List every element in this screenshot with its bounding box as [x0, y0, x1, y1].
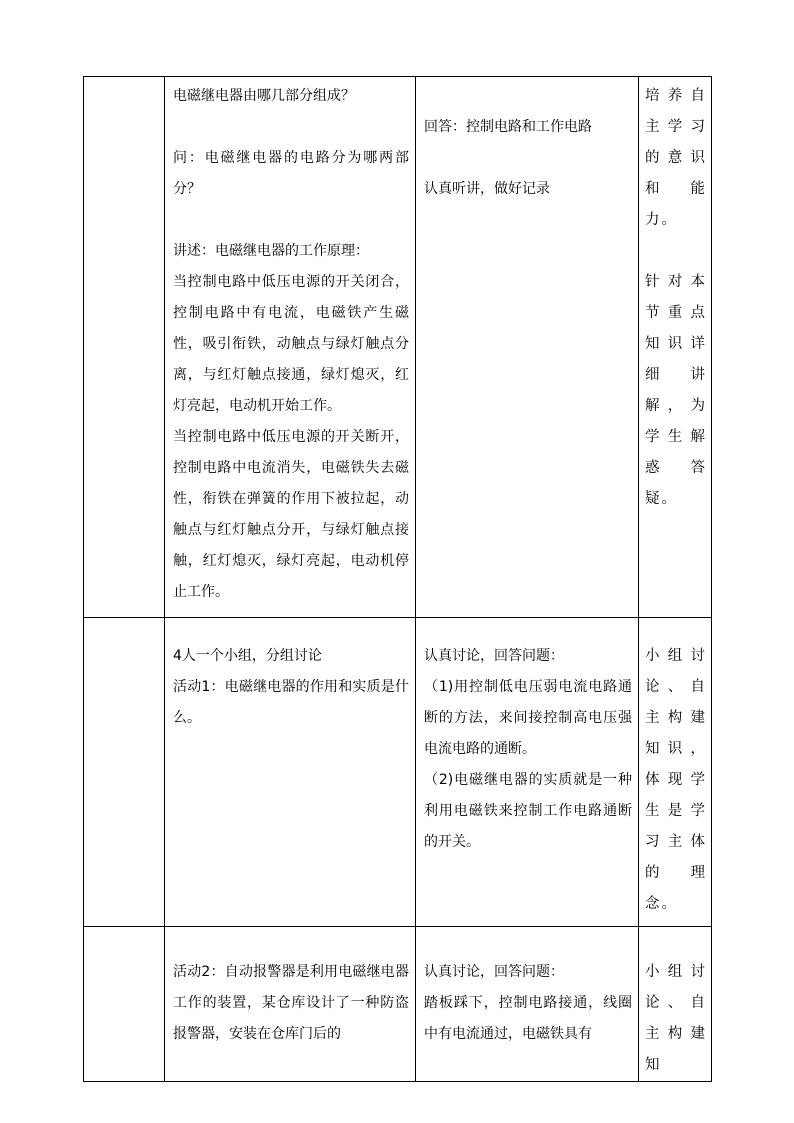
table-row [84, 927, 712, 1082]
discuss-prompt-1: 认真讨论，回答问题： [424, 648, 564, 664]
empty-cell [84, 927, 165, 1082]
activity-1: 活动1：电磁继电器的作用和实质是什么。 [173, 679, 409, 726]
activity-1-answer-2: （2)电磁继电器的实质就是一种利用电磁铁来控制工作电路通断的开关。 [424, 772, 632, 850]
answer-1: 回答：控制电路和工作电路 [424, 119, 592, 135]
explain-paragraph-1: 当控制电路中低压电源的开关闭合，控制电路中有电流，电磁铁产生磁性，吸引衔铁，动触点与绿灯触点分离，与红灯触点接通，绿灯熄灭，红灯亮起，电动机开始工作。 [173, 274, 409, 414]
student-activity-cell [416, 77, 639, 618]
teacher-activity-cell [165, 927, 416, 1082]
table-row [84, 77, 712, 618]
discuss-prompt-2: 认真讨论，回答问题： [424, 964, 564, 980]
teacher-activity-cell [165, 77, 416, 618]
design-intent-cell [639, 618, 712, 927]
design-intent-cell [639, 77, 712, 618]
teacher-activity-cell [165, 618, 416, 927]
group-instruction: 4人一个小组，分组讨论 [173, 648, 322, 664]
student-activity-cell [416, 618, 639, 927]
empty-cell [84, 618, 165, 927]
activity-2-answer: 踏板踩下，控制电路接通，线圈中有电流通过，电磁铁具有 [424, 995, 632, 1042]
table-row [84, 618, 712, 927]
note-2: 针对本节重点知识详细讲解，为学生解惑答疑。 [645, 274, 707, 507]
question-1: 电磁继电器由哪几部分组成？ [173, 88, 355, 104]
answer-2: 认真听讲，做好记录 [424, 181, 550, 197]
empty-cell [84, 77, 165, 618]
question-2: 问：电磁继电器的电路分为哪两部分？ [173, 150, 409, 197]
activity-2: 活动2：自动报警器是利用电磁继电器工作的装置，某仓库设计了一种防盗报警器，安装在仓库门后的 [173, 964, 409, 1042]
design-intent-cell [639, 927, 712, 1082]
note-3: 小组讨论、自主构建知识，体现学生是学习主体的理念。 [645, 648, 707, 912]
lesson-plan-table [83, 76, 712, 1082]
explain-paragraph-2: 当控制电路中低压电源的开关断开，控制电路中电流消失，电磁铁失去磁性，衔铁在弹簧的作用下被拉起，动触点与红灯触点分开，与绿灯触点接触，红灯熄灭，绿灯亮起，电动机停止工作。 [173, 429, 409, 600]
activity-1-answer-1: （1)用控制低电压弱电流电路通断的方法，来间接控制高电压强电流电路的通断。 [424, 679, 632, 757]
note-4: 小组讨论、自主构建知 [645, 964, 707, 1073]
explain-title: 讲述：电磁继电器的工作原理： [173, 243, 369, 259]
note-1: 培养自主学习的意识和能力。 [645, 88, 707, 228]
student-activity-cell [416, 927, 639, 1082]
